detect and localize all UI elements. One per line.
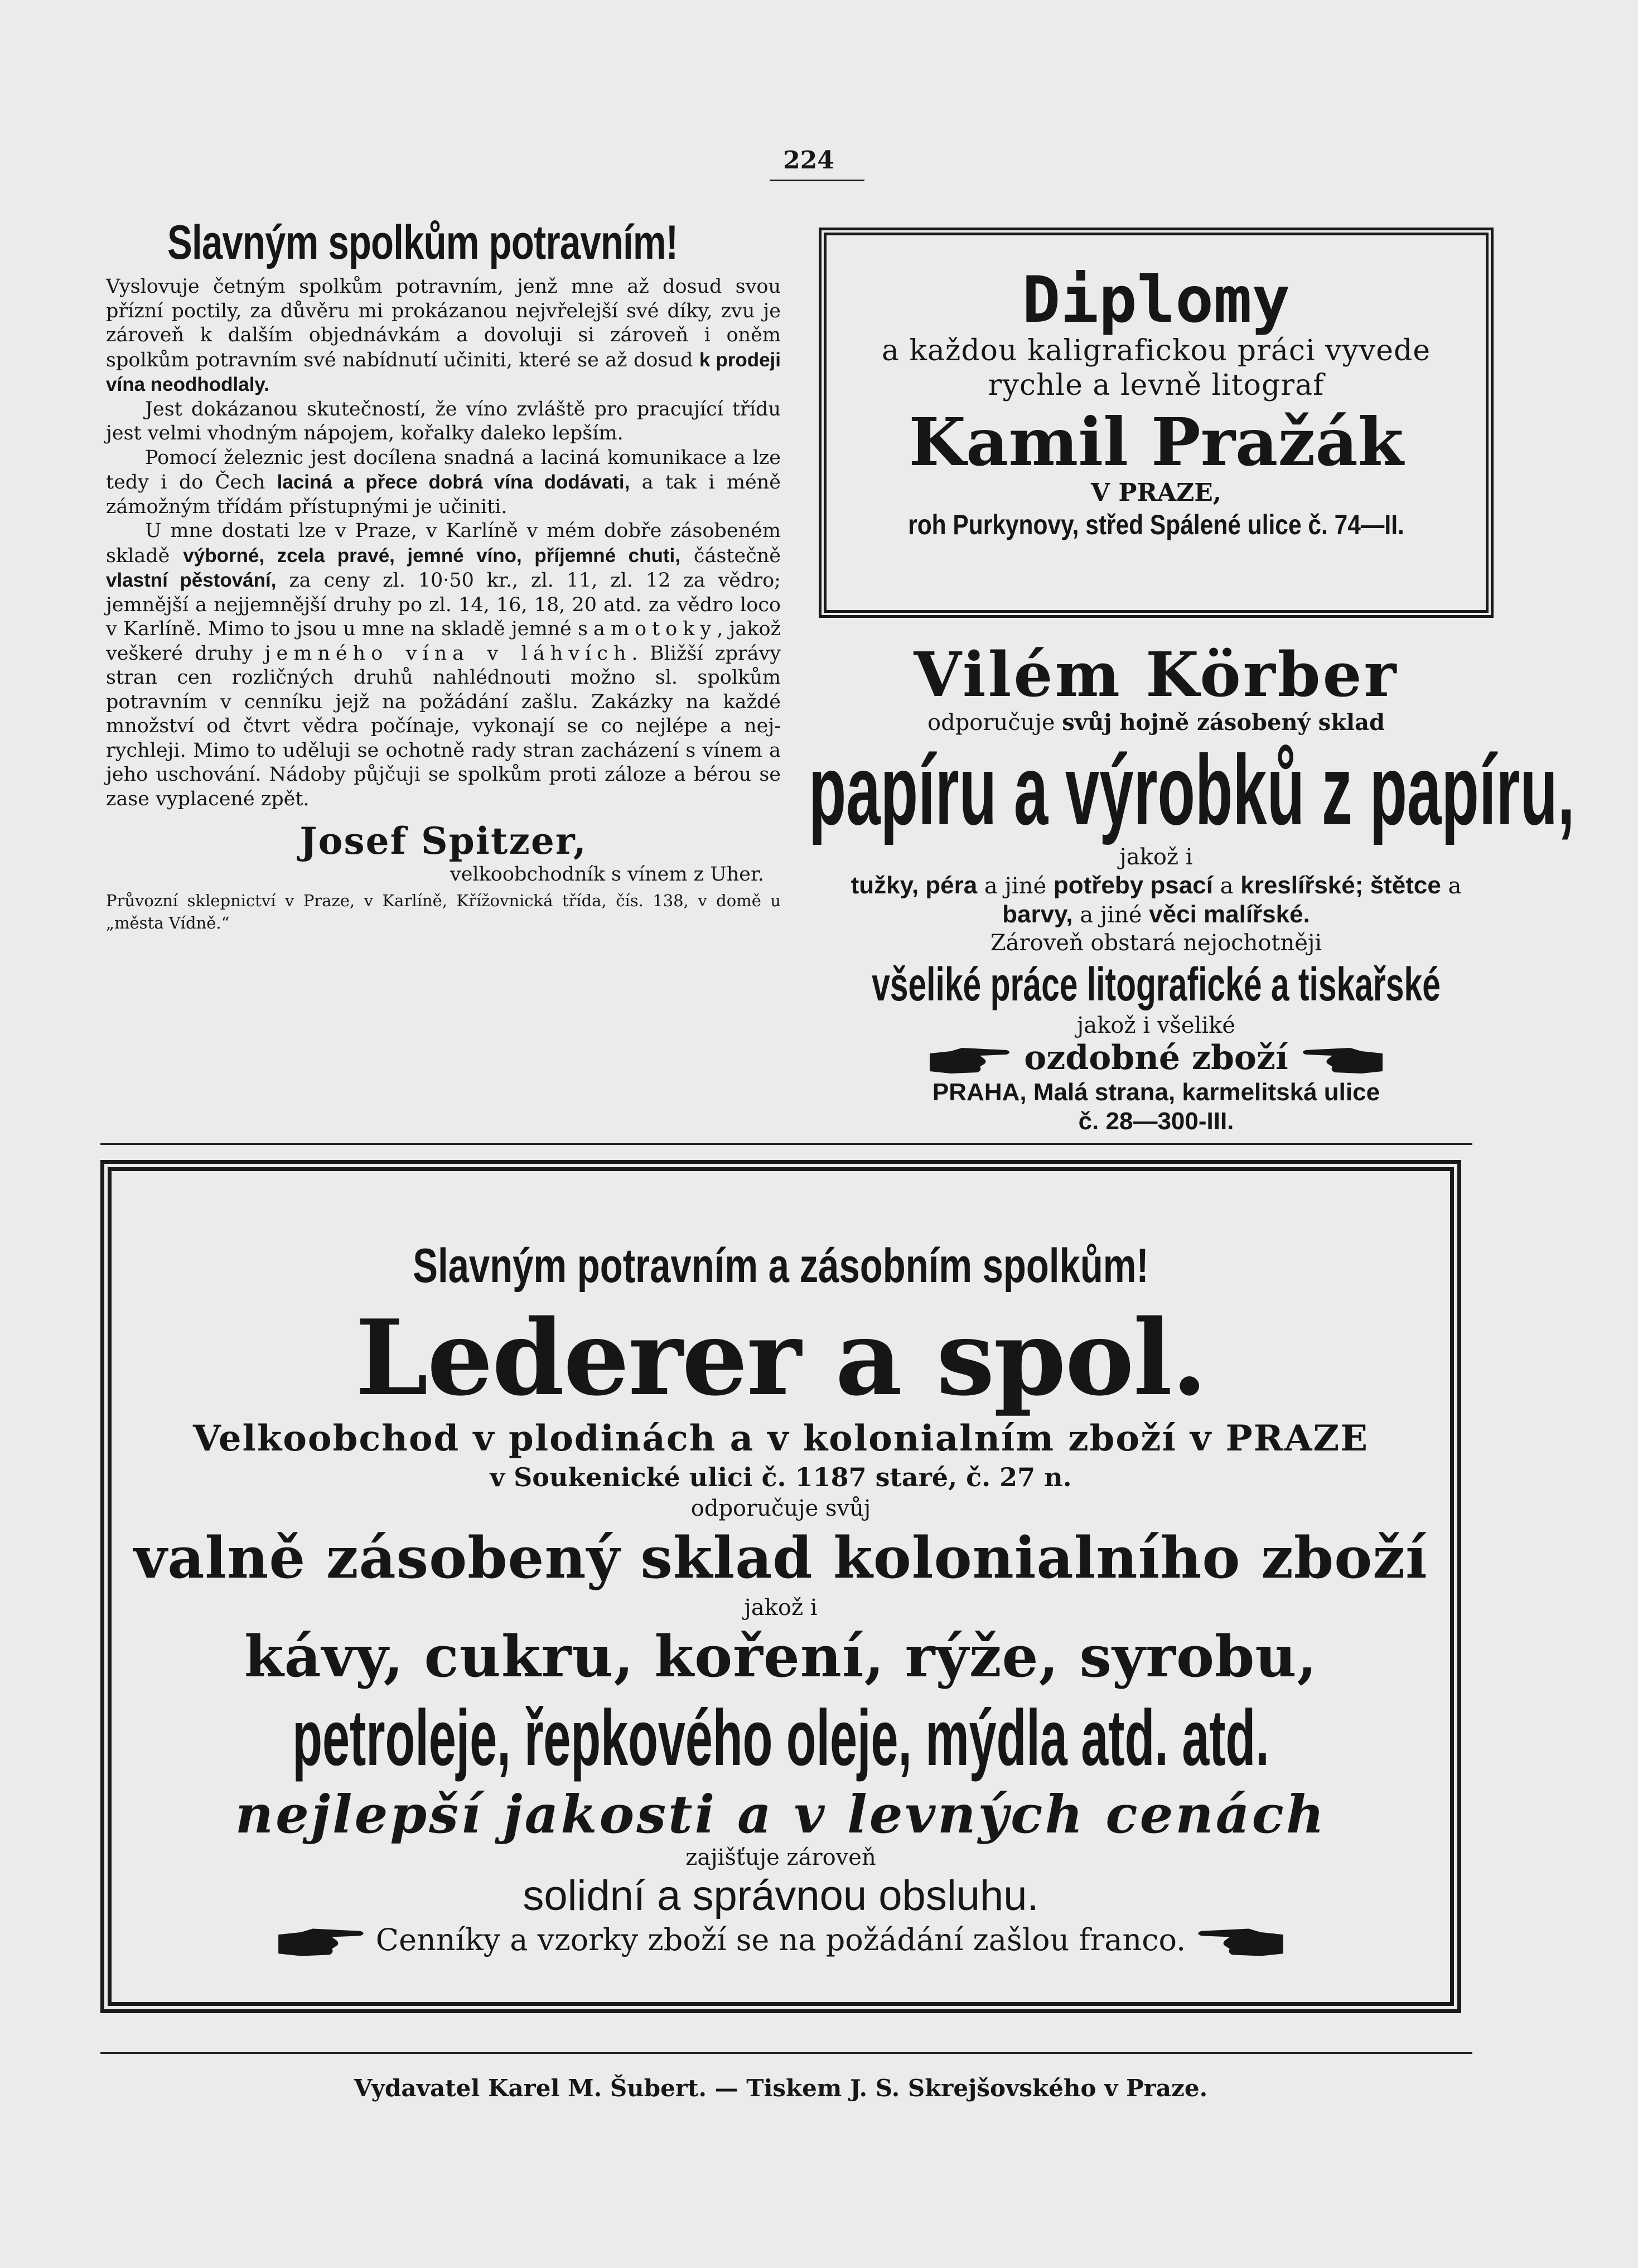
pointing-hand-right-icon (929, 1046, 1012, 1076)
korber-vselike: jakož i všeliké (1076, 1013, 1236, 1038)
bold-text: tužky, péra (851, 872, 978, 899)
divider (100, 1143, 1472, 1145)
text: a jiné (977, 873, 1054, 899)
wine-ad-paragraph (106, 446, 781, 520)
bold-text: laciná a přece dobrá vína dodávati, (277, 471, 630, 493)
lederer-service: solidní a správnou obsluhu. (523, 1872, 1039, 1919)
diplomy-advertisement (819, 228, 1494, 618)
diplomy-city: V PRAZE, (1090, 478, 1222, 507)
text: odporučuje (927, 710, 1062, 736)
publisher-name: Karel M. Šubert. (487, 2074, 707, 2102)
lederer-goods-line: kávy, cukru, koření, rýže, syrobu, (244, 1623, 1317, 1690)
text: Vydavatel (354, 2074, 488, 2102)
lederer-quality: nejlepší jakosti a v levných cenách (235, 1784, 1327, 1845)
publisher-footer (100, 2074, 1461, 2102)
wine-ad-body (106, 275, 781, 811)
lederer-zajistuje: zajišťuje zároveň (685, 1845, 876, 1870)
korber-advertisement (808, 639, 1575, 1136)
lederer-advertisement (100, 1160, 1461, 2013)
wine-ad-paragraph (106, 275, 781, 398)
page-number-rule (770, 180, 864, 181)
divider (100, 2052, 1472, 2054)
korber-cislo: č. 28—300-III. (1078, 1108, 1234, 1135)
wine-ad-paragraph (106, 519, 781, 811)
bold-text: vlastní pěstování, (106, 569, 277, 591)
diplomy-line: rychle a levně litograf (988, 369, 1325, 402)
text: . Bližší zprávy stran cen rozličných druhů nahlédnouti možno sl. spolkům potravním v cenníku jejž na požádání zašlu. Zakázky na každé množství od čtvrt vědra počínaje, vykonají se co nejlépe a nejrychleji. Mimo to uděluji se ochotně rady stran zacházení s vínem a jeho uschování. Nádoby půjčuji se spolkům proti záloze a bérou se zase vyplacené zpět. (106, 642, 781, 810)
lederer-goods-line: petroleje, řepkového oleje, mýdla atd. atd. (292, 1694, 1269, 1782)
bold-text: potřeby psací (1053, 872, 1213, 899)
lederer-sklad: valně zásobený sklad kolonialního zboží (134, 1525, 1428, 1592)
spaced-text: jemného vína v láhvích (264, 642, 632, 665)
korber-obstara: Zároveň obstará nejochotněji (990, 930, 1322, 956)
text: za ceny zl. 10·50 kr., zl. 11, zl. 12 za vědro; jemnější a nejjemnější druhy po zl. 14, 16, 18, 20 atd. za vědro loco v Karlíně. Mimo to jsou u mne na skladě jemné (106, 569, 781, 640)
text: U mne dostati lze v Praze, v Karlíně v mém dobře zásobeném skladě (106, 520, 781, 567)
korber-address (819, 1076, 1494, 1107)
pointing-hand-right-icon (277, 1926, 366, 1958)
wine-ad-paragraph: Jest dokázanou skutečností, že víno zvláště pro pracující třídu jest velmi vhodným nápojem, kořalky daleko lepším. (106, 398, 781, 444)
bold-text: kreslířské; štětce (1240, 872, 1441, 899)
text: Malá strana, karmelitská ulice (1026, 1079, 1380, 1106)
lederer-jakoz: jakož i (744, 1595, 818, 1621)
text: Cenníky a vzorky zboží se na požádání zašlou franco. (375, 1922, 1186, 1957)
diplomy-line: a každou kaligrafickou práci vyvede (881, 334, 1431, 367)
pointing-hand-left-icon (1300, 1046, 1384, 1076)
lithographer-name: Kamil Pražák (909, 403, 1404, 481)
lederer-recommends: odporučuje svůj (690, 1496, 871, 1521)
korber-headline: papíru a výrobků z papíru, (808, 734, 1575, 845)
pointing-hand-left-icon (1195, 1926, 1284, 1958)
text: Vyslovuje četným spolkům potravním, jenž mne až dosud svou přízní poctily, za důvěru mi prokázanou nejvřelejší své díky, zvu je zároveň k dalším objednávkám a dovoluji si zároveň i oněm spolkům potravním své nabídnutí učiniti, které se až dosud (106, 275, 781, 371)
korber-prace: všeliké práce litografické a tiskařské (872, 958, 1441, 1010)
korber-line (819, 708, 1494, 737)
bold-text: barvy, (1002, 901, 1073, 928)
page-number: 224 (783, 146, 834, 175)
korber-name: Vilém Körber (914, 639, 1399, 710)
lederer-trade: Velkoobchod v plodinách a v kolonialním zboží v PRAZE (193, 1418, 1369, 1459)
korber-ozdobne (819, 1039, 1494, 1076)
diplomy-title: Diplomy (1022, 263, 1291, 337)
korber-jakoz: jakož i (1119, 844, 1193, 870)
lederer-firm-name: Lederer a spol. (355, 1297, 1207, 1419)
text: Pomocí železnic jest docílena snadná a laciná komunikace a lze tedy i do Čech (106, 446, 781, 494)
text: v Praze. (1096, 2074, 1208, 2102)
text: a (1212, 873, 1241, 899)
text: ozdobné zboží (1024, 1038, 1288, 1077)
wine-ad-address: Průvozní sklepnictví v Praze, v Karlíně, Křížovnická třída, čís. 138, v domě u „města Vídně.“ (106, 891, 781, 932)
wine-advertisement (106, 215, 781, 934)
wine-ad-title: Slavným spolkům potravním! (167, 216, 678, 269)
wine-ad-signature-title: velkoobchodník s vínem z Uher. (450, 863, 764, 886)
wine-ad-signature: Josef Spitzer, (299, 819, 587, 863)
text: a jiné (1072, 902, 1149, 928)
text: — Tiskem (706, 2074, 850, 2102)
bold-text: k prodeji vína neodhodlaly. (106, 349, 781, 395)
printer-name: J. S. Skrejšovského (849, 2074, 1096, 2102)
lederer-address: v Soukenické ulici č. 1187 staré, č. 27 n. (490, 1462, 1072, 1492)
bold-text: výborné, zcela pravé, jemné víno, příjemné chuti, (183, 544, 680, 567)
korber-items (819, 871, 1494, 929)
text: a (1441, 873, 1462, 899)
bold-text: svůj hojně zásobený sklad (1062, 709, 1385, 736)
text: a tak i méně zámožným třídám přístupnými je učiniti. (106, 471, 781, 518)
text: částečně (680, 544, 781, 567)
lederer-header: Slavným potravním a zásobním spolkům! (413, 1239, 1149, 1293)
text: , jakož veškeré druhy (106, 618, 781, 665)
spaced-text: samotoky (577, 618, 717, 640)
bold-text: PRAHA, (932, 1079, 1027, 1106)
diplomy-address: roh Purkynovy, střed Spálené ulice č. 74—II. (908, 509, 1404, 540)
bold-text: věci malířské. (1149, 901, 1310, 928)
lederer-cenniky (112, 1921, 1450, 1960)
